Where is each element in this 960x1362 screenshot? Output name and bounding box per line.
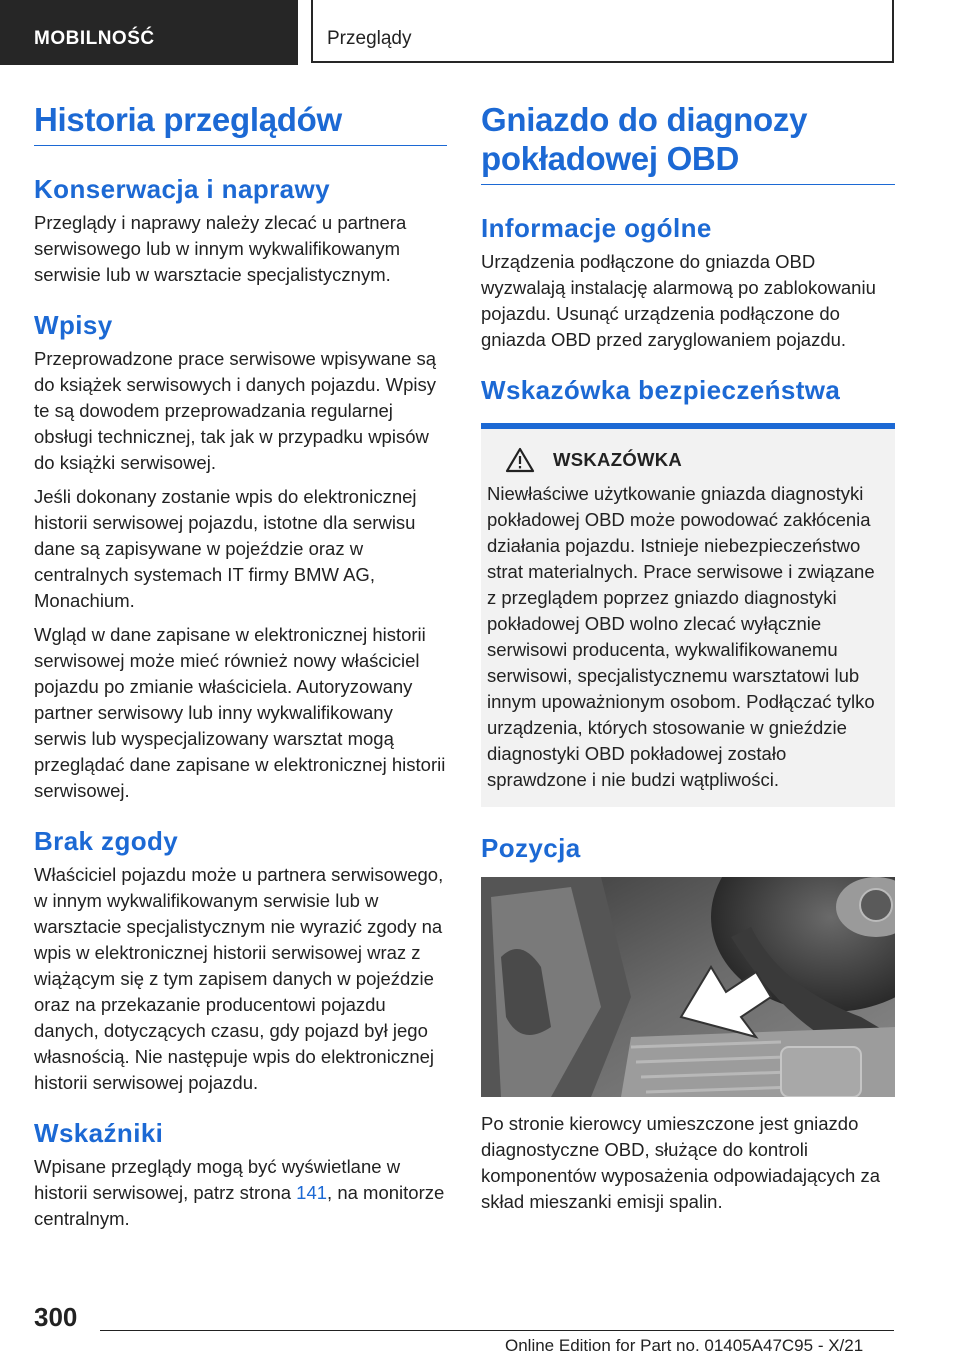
warning-label: WSKAZÓWKA: [553, 449, 683, 470]
entries-text-2: Jeśli dokonany zostanie wpis do elektronicznej historii serwisowej pojazdu, istotne dla serwisu dane są zapisywane w pojeździe oraz w centralnych systemach IT firmy BMW AG, Monachium.: [34, 486, 417, 611]
maintenance-text: Przeglądy i naprawy należy zlecać u partnera serwisowego lub w innym wykwalifikowanym serwisie lub w warsztacie specjalistycznym.: [34, 212, 407, 285]
no-consent-text: Właściciel pojazdu może u partnera serwisowego, w innym wykwalifikowanym serwisie lub w warsztacie specjalistycznym nie wyrazić zgody na wpis w elektronicznej historii serwisowej wraz z wiążącym się z tym zapisem danych w pojeździe oraz na przekazanie producentowi pojazdu danych, dotyczących czasu, gdy pojazd był jego własnością. Nie następuje wpis do elektronicznej historii serwisowej pojazdu.: [34, 864, 444, 1093]
entries-text-3: Wgląd w dane zapisane w elektronicznej historii serwisowej może mieć również nowy właściciel pojazdu po zmianie właściciela. Autoryzowany partner serwisowy lub inny wykwalifikowany serwis lub wyspecjalizowany warsztat mogą przeglądać dane zapisane w elektronicznej historii serwisowej.: [34, 624, 446, 801]
warning-box: [481, 423, 895, 807]
page-reference-link[interactable]: 141: [296, 1182, 328, 1203]
general-info-text: Urządzenia podłączone do gniazda OBD wyzwalają instalację alarmową po zablokowaniu pojazdu. Usunąć urządzenia podłączone do gniazda OBD przed zaryglowaniem pojazdu.: [481, 251, 876, 350]
indicators-text-after: , na monitorze centralnym.: [34, 1182, 445, 1229]
right-column: [481, 100, 895, 1223]
general-info-heading: Informacje ogólne: [481, 213, 712, 243]
header-section-label: MOBILNOŚĆ: [34, 28, 155, 49]
header-chapter-tab: [311, 0, 894, 63]
left-column: [34, 100, 447, 1240]
obd-socket-title: Gniazdo do diagnozy pokładowej OBD: [481, 100, 895, 185]
header-section-tab: [0, 0, 298, 65]
indicators-text-before: Wpisane przeglądy mogą być wyświetlane w historii serwisowej, patrz strona: [34, 1156, 401, 1203]
warning-text: Niewłaściwe użytkowanie gniazda diagnostyki pokładowej OBD może powodować zakłócenia działania pojazdu. Istnieje niebezpieczeństwo strat materialnych. Prace serwisowe i związane z przeglądem poprzez gniazdo diagnostyki pokładowej OBD wolno zlecać wyłącznie serwisowi producenta, wykwalifikowanemu serwisowi, specjalistycznemu warsztatowi lub innym upoważnionym osobom. Podłączać tylko urządzenia, których stosowanie w gnieździe diagnostyki OBD pokładowej zostało sprawdzone i nie budzi wątpliwości.: [487, 483, 875, 790]
footer-divider: [100, 1330, 894, 1331]
position-heading: Pozycja: [481, 833, 581, 863]
footer-edition: Online Edition for Part no. 01405A47C95 - X/21: [505, 1336, 864, 1355]
entries-text-1: Przeprowadzone prace serwisowe wpisywane są do książek serwisowych i danych pojazdu. Wpisy te są dowodem przeprowadzania regularnej obsługi technicznej, tak jak w przypadku wpisów do książki serwisowej.: [34, 348, 437, 473]
obd-location-photo: [481, 877, 895, 1097]
indicators-heading: Wskaźniki: [34, 1118, 164, 1148]
entries-heading: Wpisy: [34, 310, 113, 340]
page-number: 300: [34, 1302, 78, 1332]
warning-triangle-icon: [505, 447, 535, 473]
maintenance-heading: Konserwacja i naprawy: [34, 174, 330, 204]
no-consent-heading: Brak zgody: [34, 826, 179, 856]
safety-heading: Wskazówka bezpieczeństwa: [481, 375, 841, 405]
indicators-text: [34, 1154, 447, 1232]
service-history-title: Historia przeglądów: [34, 100, 447, 146]
warning-header: [487, 447, 885, 473]
header-chapter-label: Przeglądy: [327, 28, 412, 49]
position-text: Po stronie kierowcy umieszczone jest gniazdo diagnostyczne OBD, służące do kontroli komponentów wyposażenia odpowiadających za skład mieszanki emisji spalin.: [481, 1113, 881, 1212]
